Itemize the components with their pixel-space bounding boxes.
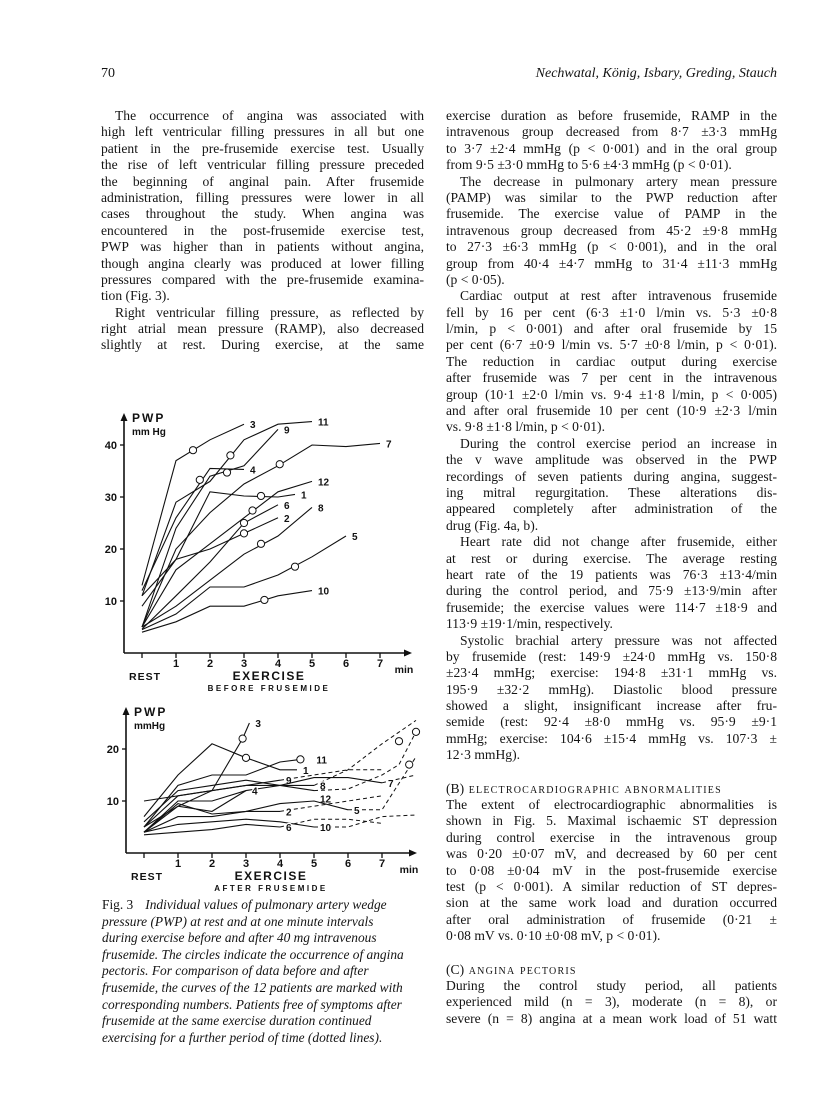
series-number-label: 6 <box>284 500 290 512</box>
paragraph <box>446 978 777 1027</box>
series-number-label: 9 <box>286 776 292 788</box>
angina-circle-marker <box>276 461 283 468</box>
text-line: Systolic brachial artery pressure was not affected <box>460 632 777 648</box>
text-line: though angina clearly was produced at lower filling <box>101 255 424 271</box>
text-line: semide (rest: 92·4 ±8·0 mmHg vs. 95·9 ±9·1 <box>446 714 777 730</box>
y-axis-label: PWP <box>134 705 168 719</box>
x-tick-label: 6 <box>344 858 352 870</box>
x-tick-label: 2 <box>206 658 214 670</box>
angina-circle-marker <box>223 469 230 476</box>
series-number-label: 6 <box>286 823 292 834</box>
patient-series-6 <box>144 819 382 835</box>
series-number-label: 7 <box>388 778 394 790</box>
text-line: The extent of electrocardiographic abnormalities is <box>446 797 777 813</box>
text-line: by frusemide (rest: 149·9 ±24·0 mmHg vs. 150·8 <box>446 648 777 664</box>
text-line: ±23·4 mmHg; exercise: 194·8 ±31·1 mmHg vs. <box>446 665 777 681</box>
patient-series-6 <box>142 501 290 629</box>
text-line: the rise of left ventricular filling pressure preceded <box>101 157 424 173</box>
y-axis-unit: mmHg <box>134 721 166 732</box>
series-number-label: 10 <box>320 823 332 834</box>
series-line-dotted <box>314 720 416 785</box>
section-heading <box>446 962 777 978</box>
paragraph <box>446 633 777 764</box>
text-line: sion at the same work load and duration occurred <box>446 895 777 911</box>
text-line: vs. 9·8 ±1·8 l/min, p < 0·01). <box>446 419 605 435</box>
running-header-authors: Nechwatal, König, Isbary, Greding, Stauch <box>535 66 777 81</box>
text-line: patient in the pre-frusemide exercise test. Usually <box>101 140 424 156</box>
patient-series-12 <box>144 728 420 827</box>
text-line: fell by 16 per cent (6·3 ±1·0 l/min vs. 5·3 ±0·8 <box>446 304 777 320</box>
angina-circle-marker <box>257 492 264 499</box>
y-tick-label: 40 <box>104 440 117 452</box>
caption-line <box>102 980 432 997</box>
x-tick-label: 7 <box>376 658 384 670</box>
series-number-label: 12 <box>318 477 330 489</box>
x-tick-label: 1 <box>174 858 182 870</box>
series-number-label: 2 <box>284 513 290 525</box>
text-line: During the control exercise period an increase in <box>460 435 777 451</box>
angina-circle-marker <box>240 530 247 537</box>
text-line: l/min, p < 0·001) and after oral frusemide by 15 <box>446 321 777 337</box>
x-tick-label: 3 <box>240 658 248 670</box>
figure-3-pwp-charts <box>95 365 435 895</box>
y-tick-label: 10 <box>106 796 119 808</box>
left-column <box>101 108 424 354</box>
text-line: Right ventricular filling pressure, as reflected by <box>115 304 424 320</box>
patient-series-8 <box>144 720 416 821</box>
x-tick-label: 2 <box>208 858 216 870</box>
text-line: frusemide. The exercise value of PAMP in the <box>446 206 777 222</box>
text-line: heart rate of the 19 patients was 76·3 ±13·4/min <box>446 566 777 582</box>
series-number-label: 2 <box>286 807 292 819</box>
series-number-label: 11 <box>318 417 329 429</box>
angina-circle-marker <box>227 452 234 459</box>
x-tick-label: 3 <box>242 858 250 870</box>
caption-figure-label: Fig. 3 <box>102 897 134 912</box>
y-axis-arrow-icon <box>123 707 130 715</box>
patient-series-3 <box>142 420 256 585</box>
angina-circle-marker <box>395 738 402 745</box>
text-line: and after oral frusemide 10 per cent (10·9 ±2·3 l/min <box>446 403 777 419</box>
text-line: The decrease in pulmonary artery mean pressure <box>460 173 777 189</box>
text-line: mmHg; exercise: 104·6 ±15·4 mmHg vs. 107·3 ± <box>446 730 777 746</box>
caption-text: frusemide at the same exercise duration continued <box>102 1013 372 1029</box>
text-line: recordings of seven patients during angina, suggest- <box>446 468 777 484</box>
section-heading-text: electrocardiographic abnormalities <box>468 780 722 796</box>
text-line: after frusemide was 7 per cent in the intravenous <box>446 370 777 386</box>
angina-circle-marker <box>261 596 268 603</box>
paragraph <box>446 174 777 289</box>
text-line: group from 40·4 ±4·7 mmHg to 31·4 ±11·3 mmHg <box>446 255 777 271</box>
series-number-label: 5 <box>352 532 358 543</box>
paragraph <box>101 108 424 305</box>
caption-line <box>102 897 432 914</box>
text-line: 0·08 mV vs. 0·10 ±0·08 mV, p < 0·01). <box>446 928 661 944</box>
text-line: per cent (6·7 ±0·9 l/min vs. 5·7 ±0·8 l/min, p < 0·01). <box>446 337 777 353</box>
text-line: The occurrence of angina was associated with <box>115 108 424 123</box>
angina-circle-marker <box>291 563 298 570</box>
text-line: 195·9 ±32·2 mmHg). Diastolic blood pressure <box>446 681 777 697</box>
x-tick-label-rest: REST <box>130 871 164 883</box>
series-number-label: 7 <box>386 439 392 451</box>
text-line: administration, filling pressures were lower in all <box>101 189 424 205</box>
text-line: intravenous group decreased from 45·2 ±9·8 mmHg <box>446 222 777 238</box>
series-number-label: 8 <box>318 503 324 515</box>
text-line: ing mitral regurgitation. These alterations dis- <box>446 484 777 500</box>
series-number-label: 3 <box>255 719 261 730</box>
paragraph <box>446 288 777 436</box>
caption-text: Individual values of pulmonary artery wedge <box>145 897 387 912</box>
text-line: appeared completely after administration of the <box>446 501 777 517</box>
y-tick-label: 30 <box>104 492 117 504</box>
caption-line <box>102 947 432 964</box>
section-heading-text: angina pectoris <box>468 961 577 977</box>
text-line: test (p < 0·001). A similar reduction of ST depres- <box>446 878 777 894</box>
angina-circle-marker <box>242 754 249 761</box>
x-axis-label: EXERCISE <box>234 869 308 883</box>
page-number: 70 <box>101 66 115 81</box>
caption-line <box>102 963 432 980</box>
text-line: Heart rate did not change after frusemide, either <box>460 534 777 550</box>
figure-caption <box>102 897 432 1046</box>
x-tick-label: 5 <box>310 858 318 870</box>
text-line: from 9·5 ±3·0 mmHg to 5·6 ±4·3 mmHg (p < 0·01). <box>446 157 732 173</box>
caption-text: frusemide, the curves of the 12 patients are marked with <box>102 979 403 995</box>
y-axis-arrow-icon <box>121 413 128 421</box>
text-line: slightly at rest. During exercise, at the same <box>101 337 424 353</box>
angina-circle-marker <box>406 761 413 768</box>
text-line: encountered in the post-frusemide exercise test, <box>101 222 424 238</box>
angina-circle-marker <box>249 507 256 514</box>
text-line: tion (Fig. 3). <box>101 288 170 304</box>
y-tick-label: 20 <box>104 544 117 556</box>
caption-text: corresponding numbers. Patients free of symptoms after <box>102 996 402 1012</box>
text-line: shown in Fig. 5. Maximal ischaemic ST depression <box>446 813 777 829</box>
text-line: was 0·20 ±0·07 mV, and decreased by 60 per cent <box>446 846 777 862</box>
section-heading-label: (B) <box>446 780 465 796</box>
caption-text: pectoris. For comparison of data before and after <box>102 963 369 979</box>
angina-circle-marker <box>297 756 304 763</box>
x-tick-label: 6 <box>342 658 350 670</box>
text-line: experienced mild (n = 3), moderate (n = 8), or <box>446 994 777 1010</box>
caption-text: during exercise before and after 40 mg intravenous <box>102 930 377 946</box>
paragraph <box>446 534 777 632</box>
angina-circle-marker <box>189 447 196 454</box>
series-number-label: 3 <box>250 420 256 432</box>
text-line: severe (n = 8) angina at a mean work load of 51 watt <box>446 1010 777 1026</box>
x-tick-label-rest: REST <box>128 671 162 683</box>
series-number-label: 12 <box>320 794 332 806</box>
x-tick-label: 1 <box>172 658 180 670</box>
series-line-solid <box>142 429 278 627</box>
text-line: drug (Fig. 4a, b). <box>446 517 539 533</box>
patient-series-1 <box>144 744 309 817</box>
text-line: group (10·1 ±2·0 l/min vs. 9·4 ±1·8 l/min, p < 0·005) <box>446 386 777 402</box>
x-tick-label: 7 <box>378 858 386 870</box>
text-line: PWP was higher than in patients without angina, <box>101 239 424 255</box>
text-line: 113·9 ±19·1/min, respectively. <box>446 616 613 632</box>
paragraph <box>446 436 777 534</box>
right-column <box>446 108 777 1027</box>
series-line-solid <box>144 759 300 827</box>
text-line: right atrial mean pressure (RAMP), also decreased <box>101 321 424 337</box>
chart-after-frusemide <box>107 705 420 893</box>
series-number-label: 8 <box>320 781 326 793</box>
caption-text: exercising for a further period of time (dotted lines). <box>102 1029 383 1045</box>
text-line: at rest or during exercise. The average resting <box>446 550 777 566</box>
x-tick-label: 4 <box>274 658 282 670</box>
text-line: frusemide; the exercise values were 114·7 ±18·9 and <box>446 599 777 615</box>
text-line: to 3·7 ±2·4 mmHg (p < 0·001) and in the oral group <box>446 140 777 156</box>
text-line: high left ventricular filling pressures in all but one <box>101 124 424 140</box>
text-line: pressures compared with the pre-frusemide examina- <box>101 271 424 287</box>
series-number-label: 4 <box>250 465 256 477</box>
angina-circle-marker <box>240 519 247 526</box>
chart-subtitle: BEFORE FRUSEMIDE <box>207 684 331 693</box>
angina-circle-marker <box>257 540 264 547</box>
series-number-label: 9 <box>284 425 290 437</box>
series-line-solid <box>144 824 280 834</box>
text-line: during the control period, and 75·9 ±13·9/min after <box>446 583 777 599</box>
text-line: 12·3 mmHg). <box>446 747 521 763</box>
angina-circle-marker <box>239 735 246 742</box>
caption-line <box>102 1030 432 1047</box>
angina-circle-marker <box>196 476 203 483</box>
x-axis-unit: min <box>399 864 419 876</box>
x-tick-label: 4 <box>276 858 284 870</box>
series-line-dotted <box>280 770 382 780</box>
text-line: showed a slight, insignificant increase after fru- <box>446 698 777 714</box>
caption-line <box>102 914 432 931</box>
text-line: (p < 0·05). <box>446 271 505 287</box>
patient-series-5 <box>142 532 358 630</box>
section-heading <box>446 781 777 797</box>
text-line: exercise duration as before frusemide, RAMP in the <box>446 108 777 123</box>
x-axis-arrow-icon <box>404 650 412 657</box>
x-axis-label: EXERCISE <box>232 669 306 683</box>
text-line: (PAMP) was similar to the PWP reduction after <box>446 189 777 205</box>
text-line: Cardiac output at rest after intravenous frusemide <box>460 288 777 304</box>
section-heading-label: (C) <box>446 961 465 977</box>
text-line: During the control study period, all patients <box>446 977 777 993</box>
text-line: to 27·3 ±6·3 mmHg (p < 0·001), and in the oral <box>446 239 777 255</box>
text-line: cases throughout the study. When angina was <box>101 206 424 222</box>
series-number-label: 1 <box>303 765 309 777</box>
y-axis-label: PWP <box>132 411 166 425</box>
y-tick-label: 10 <box>104 596 117 608</box>
text-line: during control exercise in the intravenous group <box>446 829 777 845</box>
patient-series-9 <box>142 425 290 627</box>
caption-text: frusemide. The circles indicate the occurrence of angina <box>102 946 404 962</box>
caption-line <box>102 997 432 1014</box>
chart-subtitle: AFTER FRUSEMIDE <box>214 884 328 893</box>
patient-series-11 <box>144 755 327 827</box>
text-line: intravenous group decreased from 8·7 ±3·3 mmHg <box>446 124 777 140</box>
series-number-label: 11 <box>316 755 327 767</box>
series-number-label: 4 <box>252 786 258 798</box>
chart-before-frusemide <box>105 411 414 693</box>
x-tick-label: 5 <box>308 658 316 670</box>
text-line: The reduction in cardiac output during exercise <box>446 353 777 369</box>
paragraph <box>101 305 424 354</box>
caption-text: pressure (PWP) at rest and at one minute intervals <box>102 913 374 929</box>
angina-circle-marker <box>412 728 419 735</box>
patient-series-1 <box>142 490 307 595</box>
series-line-solid <box>142 536 346 630</box>
y-tick-label: 20 <box>106 744 119 756</box>
caption-line <box>102 1013 432 1030</box>
text-line: the v wave amplitude was observed in the PWP <box>446 452 777 468</box>
text-line: after oral administration of frusemide (0·21 ± <box>446 911 777 927</box>
text-line: the beginning of anginal pain. After frusemide <box>101 173 424 189</box>
series-number-label: 5 <box>354 805 360 817</box>
paragraph <box>446 108 777 174</box>
caption-line <box>102 930 432 947</box>
series-number-label: 1 <box>301 490 307 502</box>
x-axis-arrow-icon <box>409 850 417 857</box>
series-line-solid <box>144 791 246 833</box>
patient-series-11 <box>142 418 329 596</box>
series-number-label: 10 <box>318 586 330 598</box>
paragraph <box>446 797 777 945</box>
y-axis-unit: mm Hg <box>132 427 166 438</box>
patient-series-2 <box>142 514 290 606</box>
x-axis-unit: min <box>394 664 414 676</box>
text-line: to 0·08 ±0·04 mV in the post-frusemide exercise <box>446 862 777 878</box>
